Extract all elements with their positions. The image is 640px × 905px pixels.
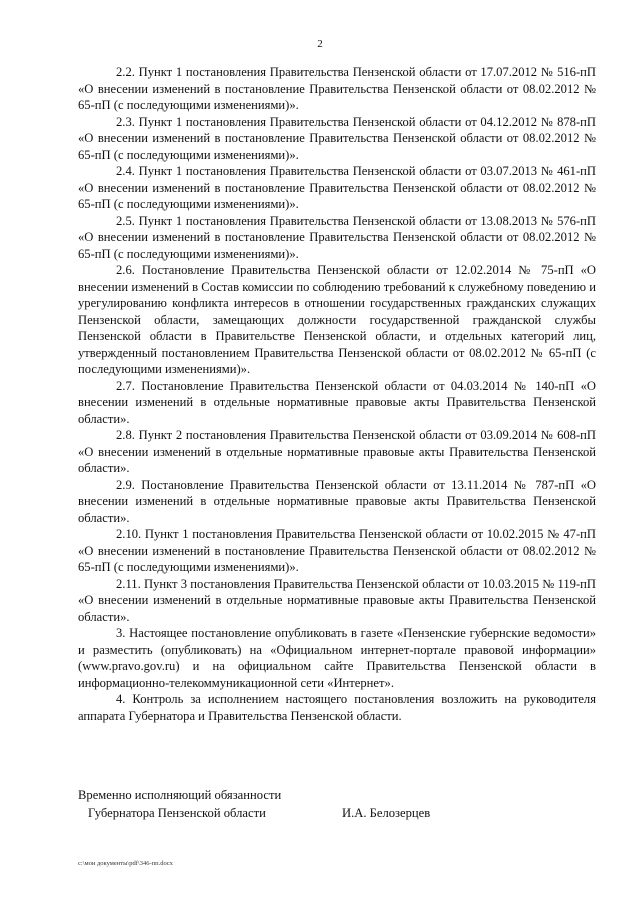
signature-block (78, 786, 598, 822)
file-path-footer: c:\мои документы\pdf\346-пп.docx (78, 860, 173, 867)
paragraph-2-4: 2.4. Пункт 1 постановления Правительства Пензенской области от 03.07.2013 № 461-пП «О внесении изменений в постановление Правительства Пензенской области от 08.02.2012 № 65-пП (с последующими изменениями)». (78, 164, 596, 211)
paragraph-2-8: 2.8. Пункт 2 постановления Правительства Пензенской области от 03.09.2014 № 608-пП «О внесении изменений в отдельные нормативные правовые акты Правительства Пензенской области». (78, 428, 596, 475)
signatory-name: И.А. Белозерцев (342, 806, 431, 820)
paragraph-2-7: 2.7. Постановление Правительства Пензенской области от 04.03.2014 № 140-пП «О внесении изменений в отдельные нормативные правовые акты Правительства Пензенской области». (78, 378, 596, 426)
paragraph-2-11: 2.11. Пункт 3 постановления Правительства Пензенской области от 10.03.2015 № 119-пП «О внесении изменений в отдельные нормативные правовые акты Правительства Пензенской области». (78, 576, 596, 624)
page-number: 2 (317, 38, 323, 50)
paragraph-3: 3. Настоящее постановление опубликовать в газете «Пензенские губернские ведомости» и разместить (опубликовать) на «Официальном интернет-портале правовой информации» (www.pravo.gov.ru) и на официальном сайте Правительства Пензенской области в информационно-телекоммуникационной сети «Интернет». (78, 626, 596, 690)
paragraph-2-5: 2.5. Пункт 1 постановления Правительства Пензенской области от 13.08.2013 № 576-пП «О внесении изменений в постановление Правительства Пензенской области от 08.02.2012 № 65-пП (с последующими изменениями)». (78, 213, 596, 261)
paragraph-2-3: 2.3. Пункт 1 постановления Правительства Пензенской области от 04.12.2012 № 878-пП «О внесении изменений в постановление Правительства Пензенской области от 08.02.2012 № 65-пП (с последующими изменениями)». (78, 114, 596, 162)
paragraph-4: 4. Контроль за исполнением настоящего постановления возложить на руководителя аппарата Губернатора и Правительства Пензенской области. (78, 692, 596, 723)
paragraph-2-2: 2.2. Пункт 1 постановления Правительства Пензенской области от 17.07.2012 № 516-пП «О внесении изменений в постановление Правительства Пензенской области от 08.02.2012 № 65-пП (с последующими изменениями)». (78, 65, 596, 112)
document-body (78, 64, 596, 724)
paragraph-2-6: 2.6. Постановление Правительства Пензенской области от 12.02.2014 № 75-пП «О внесении изменений в Состав комиссии по соблюдению требований к служебному поведению и урегулированию конфликта интересов в отношении государственных гражданских служащих Пензенской области, замещающих должности государственной гражданской службы Пензенской области в Правительстве Пензенской области, и отдельных категорий лиц, утвержденный постановлением Правительства Пензенской области от 08.02.2012 № 65-пП (с последующими изменениями)». (78, 263, 596, 376)
signature-title-line1: Временно исполняющий обязанности (78, 788, 282, 802)
paragraph-2-9: 2.9. Постановление Правительства Пензенской области от 13.11.2014 № 787-пП «О внесении изменений в отдельные нормативные правовые акты Правительства Пензенской области». (78, 477, 596, 525)
paragraph-2-10: 2.10. Пункт 1 постановления Правительства Пензенской области от 10.02.2015 № 47-пП «О внесении изменений в постановление Правительства Пензенской области от 08.02.2012 № 65-пП (с последующими изменениями)». (78, 527, 596, 574)
signature-title-line2: Губернатора Пензенской области (88, 806, 266, 820)
